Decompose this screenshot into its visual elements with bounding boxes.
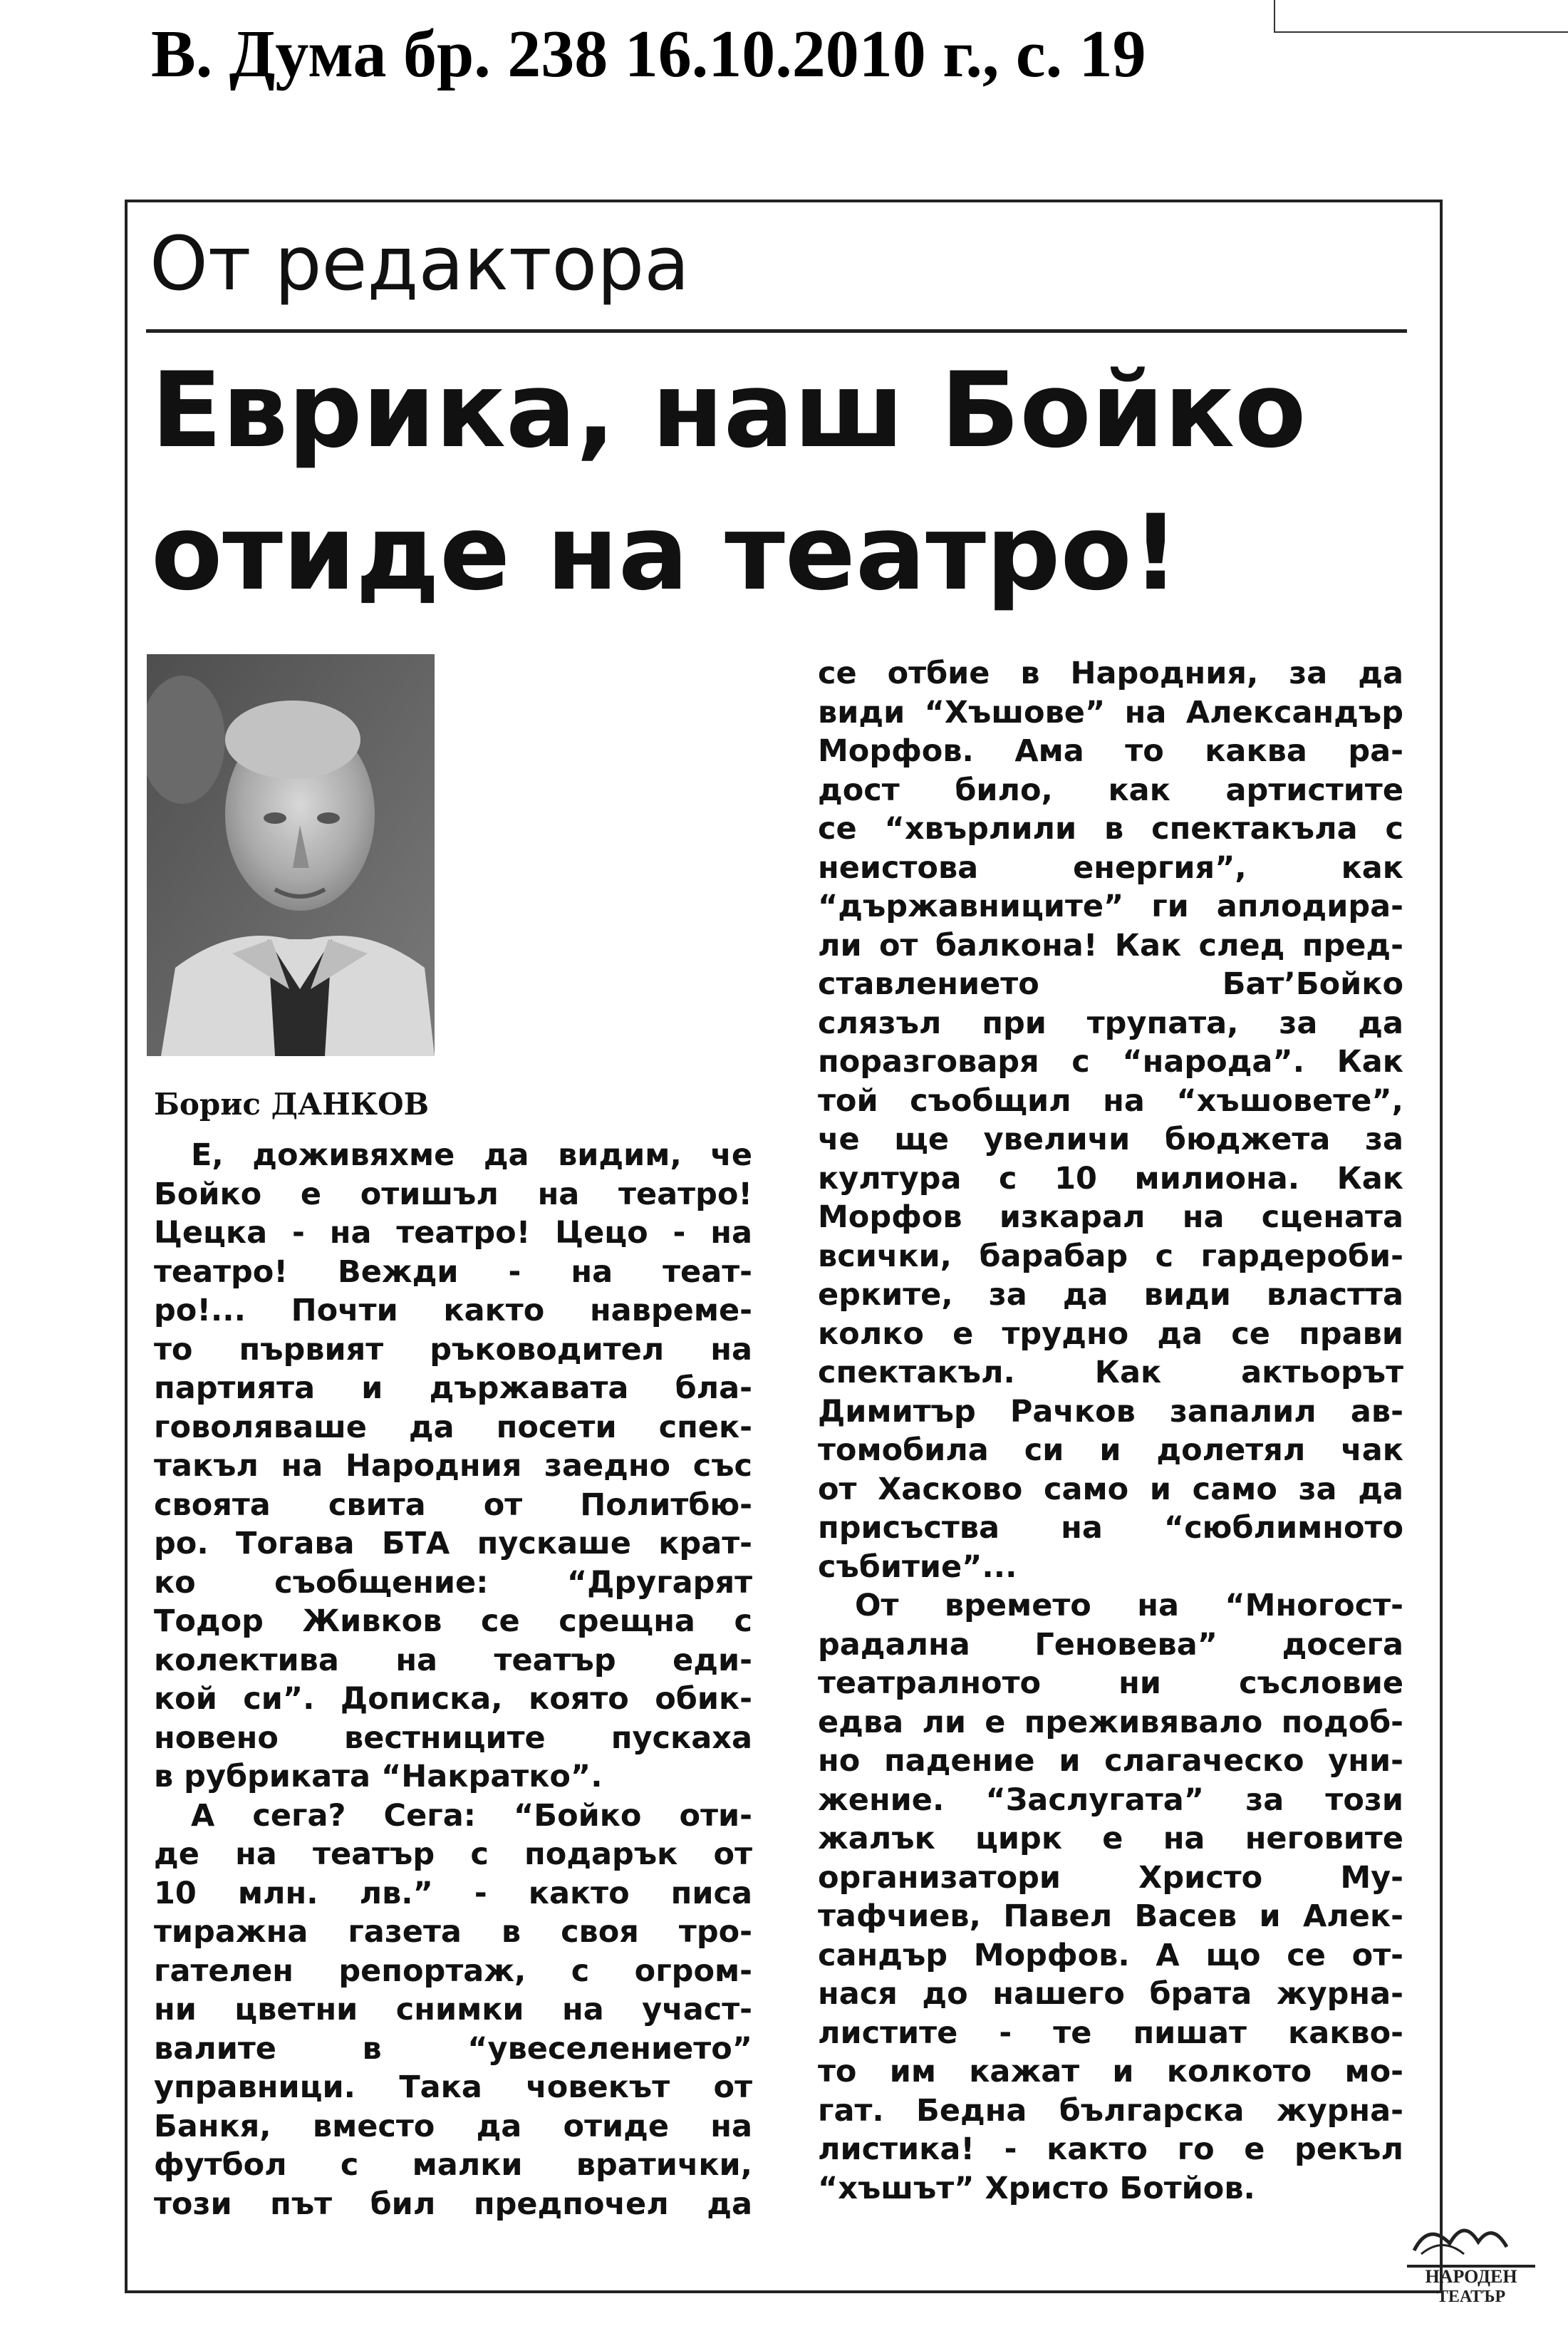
text-line: листите - те пишат какво- [818, 2015, 1403, 2051]
text-line: той съобщил на “хъшовете”, [818, 1082, 1403, 1119]
text-line: Тодор Живков се срещна с [154, 1603, 752, 1639]
text-line: в рубриката “Накратко”. [154, 1759, 603, 1794]
text-line: Димитър Рачков запалил ав- [818, 1393, 1403, 1430]
byline: Борис ДАНКОВ [154, 1087, 430, 1122]
text-line: театро! Вежди - на теат- [154, 1254, 752, 1290]
text-line: Морфов. Ама то каква ра- [818, 733, 1403, 769]
logo-text-line-2: ТЕАТЪР [1436, 2288, 1506, 2306]
text-line: листика! - както го е рекъл [818, 2131, 1403, 2167]
article-column-right [818, 654, 1403, 2208]
text-line: говоляваше да посети спек- [154, 1409, 752, 1445]
text-line: присъства на “сюблимното [818, 1510, 1403, 1546]
text-line: дост било, как артистите [818, 772, 1403, 808]
text-line: от Хасково само и само за да [818, 1471, 1403, 1507]
text-line: събитие”... [818, 1549, 1017, 1585]
text-line: ро!... Почти както навреме- [154, 1293, 752, 1328]
text-line: Цецка - на театро! Цецо - на [154, 1215, 752, 1251]
text-line: ни цветни снимки на участ- [154, 1992, 752, 2027]
text-line: 10 млн. лв.” - както писа [154, 1875, 752, 1911]
text-line: поразговаря с “народа”. Как [818, 1044, 1403, 1080]
text-line: слязъл при трупата, за да [818, 1005, 1403, 1041]
logo-graphic [1400, 2215, 1542, 2307]
text-line: то им кажат и колкото мо- [818, 2054, 1403, 2089]
text-line: такъл на Народния заедно със [154, 1448, 752, 1484]
text-line: жение. “Заслугата” за този [818, 1782, 1403, 1818]
headline-line-1: Еврика, наш Бойко [151, 350, 1307, 471]
text-line: ко съобщение: “Другарят [154, 1564, 752, 1601]
text-line: тафчиев, Павел Васев и Алек- [818, 1898, 1403, 1934]
text-line: гат. Бедна българска журна- [818, 2092, 1403, 2129]
text-line: Банкя, вместо да отиде на [154, 2108, 752, 2144]
text-line: Морфов изкарал на сцената [818, 1199, 1403, 1235]
national-theatre-logo-icon [1400, 2215, 1542, 2307]
text-line: колектива на театър еди- [154, 1642, 752, 1678]
rubric-title: От редактора [150, 220, 690, 307]
text-line: томобила си и долетял чак [818, 1432, 1403, 1468]
text-line: От времето на “Многост- [855, 1588, 1403, 1623]
text-line: “държавниците” ги аплодира- [818, 889, 1403, 924]
headline [151, 339, 1419, 624]
text-line: се отбие в Народния, за да [818, 656, 1403, 691]
text-line: сандър Морфов. А що се от- [818, 1937, 1403, 1973]
text-line: организатори Христо Му- [818, 1859, 1403, 1896]
text-line: колко е трудно да се прави [818, 1316, 1403, 1352]
text-line: едва ли е преживявало подоб- [818, 1704, 1403, 1740]
text-line: спектакъл. Как актьорът [818, 1355, 1403, 1390]
text-line: футбол с малки вратички, [154, 2147, 752, 2183]
logo-text-line-1: НАРОДЕН [1425, 2266, 1517, 2287]
text-line: неистова енергия”, как [818, 849, 1403, 886]
text-line: ерките, за да види властта [818, 1277, 1403, 1313]
text-line: Е, доживяхме да видим, че [191, 1137, 752, 1173]
text-line: театралното ни съсловие [818, 1665, 1403, 1701]
author-portrait-illustration [147, 654, 435, 1056]
text-line: партията и държавата бла- [154, 1370, 752, 1406]
text-line: ставлението Бат’Бойко [818, 966, 1403, 1002]
text-line: новено вестниците пускаха [154, 1720, 752, 1756]
text-line: управници. Така човекът от [154, 2069, 752, 2105]
text-line: своята свита от Политбю- [154, 1487, 752, 1523]
source-line: В. Дума бр. 238 16.10.2010 г., с. 19 [151, 17, 1146, 91]
text-line: “хъшът” Христо Ботйов. [818, 2170, 1255, 2206]
author-portrait-photo [147, 654, 435, 1056]
headline-line-2: отиде на театро! [151, 492, 1180, 614]
text-line: култура с 10 милиона. Как [818, 1160, 1403, 1196]
text-line: гателен репортаж, с огром- [154, 1953, 752, 1989]
rubric-divider [146, 329, 1407, 333]
text-line: Бойко е отишъл на театро! [154, 1176, 752, 1212]
text-line: де на театър с подарък от [154, 1836, 752, 1872]
article-column-left [154, 1136, 752, 2223]
text-line: нася до нашего брата журна- [818, 1976, 1403, 2012]
text-line: валите в “увеселението” [154, 2030, 752, 2067]
text-line: ро. Тогава БТА пускаше крат- [154, 1526, 752, 1561]
text-line: но падение и слагаческо уни- [818, 1743, 1403, 1779]
text-line: се “хвърлили в спектакъла с [818, 811, 1403, 847]
text-line: кой си”. Дописка, която обик- [154, 1681, 752, 1717]
text-line: че ще увеличи бюджета за [818, 1122, 1403, 1157]
text-line: тиражна газета в своя тро- [154, 1914, 752, 1950]
text-line: всички, барабар с гардероби- [818, 1238, 1403, 1274]
text-line: радална Геновева” досега [818, 1626, 1403, 1663]
text-line: види “Хъшове” на Александър [818, 694, 1403, 730]
text-line: А сега? Сега: “Бойко оти- [191, 1797, 752, 1834]
text-line: този път бил предпочел да [154, 2186, 752, 2222]
text-line: жалък цирк е на неговите [818, 1821, 1403, 1856]
text-line: то първият ръководител на [154, 1331, 752, 1368]
text-line: ли от балкона! Как след пред- [818, 927, 1403, 963]
